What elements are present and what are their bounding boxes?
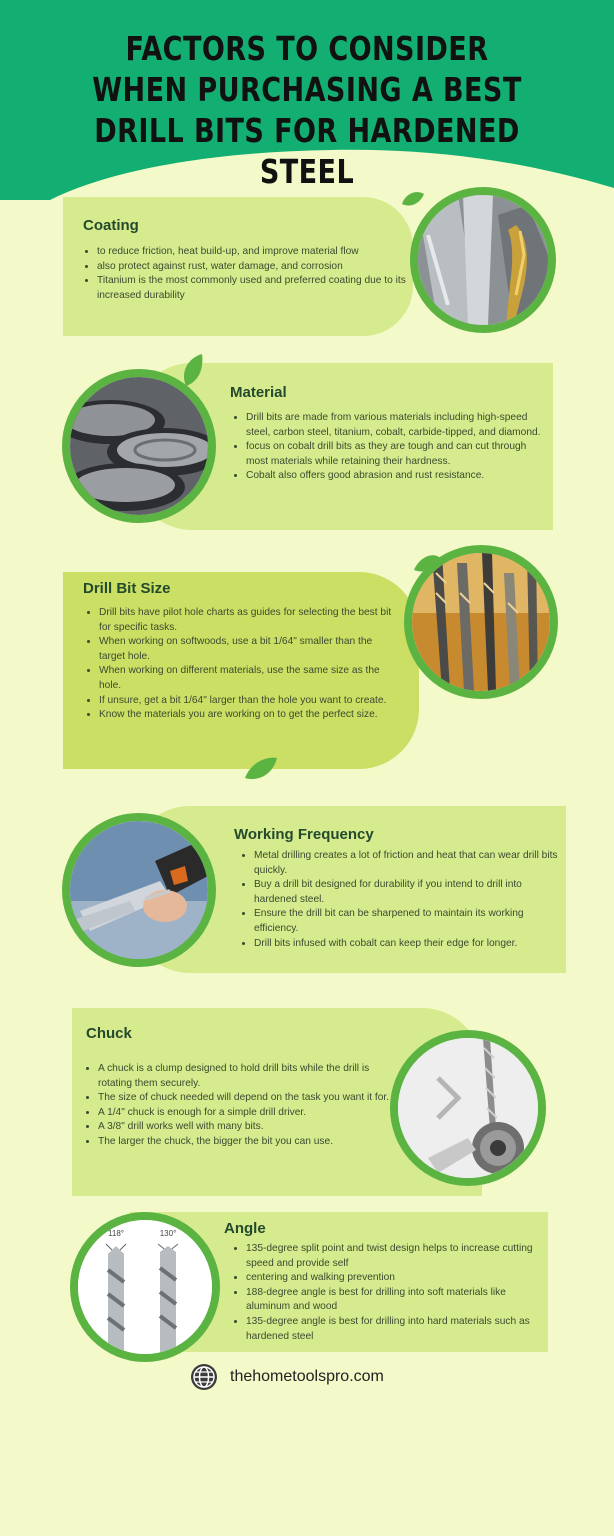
list-item: • The larger the chuck, the bigger the bit you can use. (98, 1135, 398, 1150)
angle-title: Angle (224, 1220, 266, 1237)
coating-photo (410, 187, 556, 333)
working-frequency-list (240, 849, 564, 951)
list-item: • Drill bits infused with cobalt can keep their edge for longer. (254, 937, 564, 952)
list-item: • Drill bits are made from various materials including high-speed steel, carbon steel, titanium, cobalt, carbide-tipped, and diamond. (246, 411, 546, 440)
list-item: • Ensure the drill bit can be sharpened to maintain its working efficiency. (254, 907, 564, 936)
list-item: • focus on cobalt drill bits as they are tough and can cut through most materials while retaining their hardness. (246, 440, 546, 469)
coating-card (63, 197, 413, 336)
angle-label-130: 130° (159, 1229, 177, 1238)
globe-icon (190, 1363, 218, 1391)
list-item: • A chuck is a clump designed to hold drill bits while the drill is rotating them securely. (98, 1062, 398, 1091)
working-frequency-title: Working Frequency (234, 826, 374, 843)
drill-bit-size-card (63, 572, 419, 769)
list-item: • 188-degree angle is best for drilling into soft materials like aluminum and wood (246, 1286, 546, 1315)
list-item: • If unsure, get a bit 1/64" larger than the hole you want to create. (99, 694, 399, 709)
chuck-photo (390, 1030, 546, 1186)
page-title: FACTORS TO CONSIDER WHEN PURCHASING A BEST DRILL BITS FOR HARDENED STEEL (92, 29, 522, 191)
list-item: • Metal drilling creates a lot of friction and heat that can wear drill bits quickly. (254, 849, 564, 878)
coating-title: Coating (83, 217, 139, 234)
list-item: • A 3/8" drill works well with many bits. (98, 1120, 398, 1135)
list-item: • centering and walking prevention (246, 1271, 546, 1286)
material-list (232, 411, 546, 484)
angle-label-118: 118° (108, 1229, 124, 1238)
list-item: • also protect against rust, water damage, and corrosion (97, 260, 407, 275)
working-frequency-photo (62, 813, 216, 967)
drill-bit-size-list (85, 606, 399, 723)
drill-bit-size-title: Drill Bit Size (83, 580, 171, 597)
header-banner (0, 0, 614, 205)
drill-bit-size-photo (404, 545, 558, 699)
list-item: • 135-degree split point and twist design helps to increase cutting speed and provide self (246, 1242, 546, 1271)
angle-list (232, 1242, 546, 1344)
coating-list (83, 245, 407, 303)
list-item: • A 1/4" chuck is enough for a simple drill driver. (98, 1106, 398, 1121)
material-photo (62, 369, 216, 523)
footer (190, 1363, 384, 1391)
drill-angle-diagram (78, 1220, 212, 1354)
list-item: • When working on different materials, use the same size as the hole. (99, 664, 399, 693)
list-item: • 135-degree angle is best for drilling into hard materials such as hardened steel (246, 1315, 546, 1344)
list-item: • The size of chuck needed will depend on the task you want it for. (98, 1091, 398, 1106)
list-item: • Know the materials you are working on to get the perfect size. (99, 708, 399, 723)
list-item: • to reduce friction, heat build-up, and improve material flow (97, 245, 407, 260)
website-link[interactable]: thehometoolspro.com (230, 1368, 384, 1385)
material-title: Material (230, 384, 287, 401)
leaf-icon (243, 754, 279, 782)
angle-photo (70, 1212, 220, 1362)
list-item: • Cobalt also offers good abrasion and rust resistance. (246, 469, 546, 484)
chuck-title: Chuck (86, 1025, 132, 1042)
list-item: • Drill bits have pilot hole charts as guides for selecting the best bit for specific tasks. (99, 606, 399, 635)
list-item: • Titanium is the most commonly used and preferred coating due to its increased durability (97, 274, 407, 303)
leaf-icon (400, 190, 426, 208)
chuck-list (84, 1062, 398, 1150)
list-item: • When working on softwoods, use a bit 1/64" smaller than the target hole. (99, 635, 399, 664)
list-item: • Buy a drill bit designed for durability if you intend to drill into hardened steel. (254, 878, 564, 907)
